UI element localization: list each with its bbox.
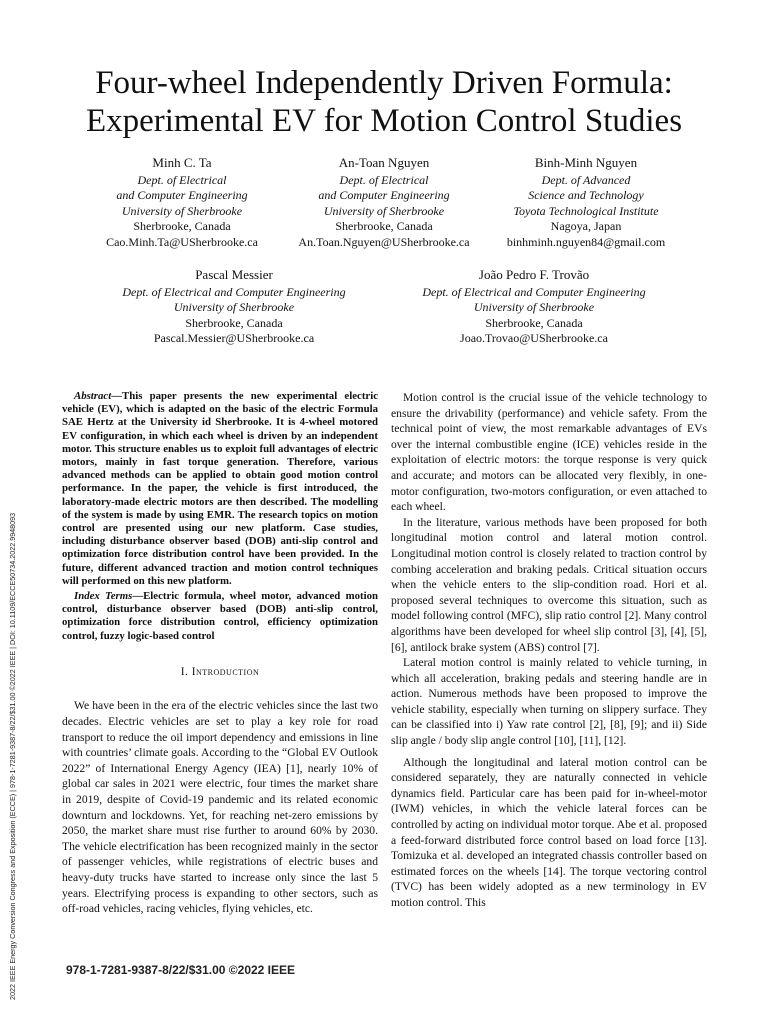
title-line-2: Experimental EV for Motion Control Studies (85, 103, 683, 139)
left-column (62, 390, 378, 917)
section-title: Introduction (191, 665, 260, 678)
author-email: binhminh.nguyen84@gmail.com (506, 234, 666, 249)
author-affiliation: University of Sherbrooke (323, 203, 445, 218)
author-block (384, 266, 684, 347)
author-name: Binh-Minh Nguyen (534, 155, 638, 170)
author-location: Sherbrooke, Canada (335, 219, 433, 234)
author-affiliation: Toyota Technological Institute (513, 203, 659, 218)
author-affiliation: Dept. of Electrical and Computer Engineering (122, 285, 346, 299)
index-terms (62, 590, 378, 643)
author-name: Minh C. Ta (152, 155, 212, 170)
author-email: Cao.Minh.Ta@USherbrooke.ca (106, 234, 258, 249)
title-line-1: Four-wheel Independently Driven Formula: (95, 65, 673, 101)
body-paragraph: Motion control is the crucial issue of the vehicle technology to ensure the drivability (performance) and vehicle safety. From the technical point of view, the most remarkable advantages of EVs over the internal combustible engine (ICE) vehicles reside in the exploitation of electric motors: the torque response is very quick and accurate; and motors can be allocated very flexibly, in one-motor configuration, two-motors configuration, or even attached to each wheel. (391, 391, 707, 514)
body-paragraph: Lateral motion control is mainly related to vehicle turning, in which all acceleration, braking pedals and steering handle are in action. Numerous methods have been proposed to improve the vehicle stability, especially when turning on slippery surface. They can be classified into i) Yaw rate control [2], [8], [9]; and ii) Side slip angle / body slip angle control [10], [11], [12]. (391, 656, 707, 748)
author-affiliation: and Computer Engineering (116, 188, 248, 203)
right-column (391, 390, 707, 911)
copyright-footer: 978-1-7281-9387-8/22/$31.00 ©2022 IEEE (66, 963, 296, 977)
index-terms-text: —Electric formula, wheel motor, advanced motion control, disturbance observer based (DOB) anti-slip control, optimization force distribution control, efficiency optimization control, fuzzy logic-based control (62, 590, 378, 642)
author-email: Pascal.Messier@USherbrooke.ca (153, 331, 315, 346)
body-paragraph: Although the longitudinal and lateral motion control can be considered separately, they are naturally connected in vehicle dynamics field. Particular care has been paid for in-wheel-motor (IWM) vehicles, in which the vehicle lateral forces can be controlled by acting on individual motor torque. Abe et al. proposed a feed-forward distributed force control based on load force [13]. Tomizuka et al. developed an integrated chassis controller based on estimated forces on the wheels [14]. The torque vectoring control (TVC) has been widely adopted as a new terminology in EV motion control. This (391, 755, 707, 909)
section-heading-introduction (62, 665, 378, 681)
author-email: An.Toan.Nguyen@USherbrooke.ca (298, 234, 470, 249)
author-affiliation: Dept. of Advanced (541, 173, 631, 187)
abstract (62, 390, 378, 588)
paper-title (0, 64, 768, 140)
author-block (485, 154, 687, 250)
author-affiliation: University of Sherbrooke (173, 300, 295, 315)
author-location: Sherbrooke, Canada (133, 219, 231, 234)
author-block (283, 154, 485, 250)
author-affiliation: and Computer Engineering (318, 188, 450, 203)
section-number: I. (180, 665, 192, 678)
authors-row-1 (0, 154, 768, 250)
abstract-text: —This paper presents the new experimental electric vehicle (EV), which is adapted on the basic of the electric Formula SAE Hertz at the University id Sherbrooke. It is 4-wheel motored EV configuration, in which each wheel is driven by an independent motor. This structure enables us to exploit full advantages of electric motors, mainly in fast torque generation. Therefore, various advanced methods can be applied to obtain good motion control performance. In the paper, the vehicle is first introduced, the laboratory-made electric motors are then described. The modelling of the system is made by using EMR. The research topics on motion control are presented using our new platform. Case studies, including disturbance observer based (DOB) anti-slip control and optimization force distribution control have been provided. In the future, different advanced traction and motion control techniques will performed on this new platform. (62, 390, 378, 587)
index-terms-label: Index Terms (74, 590, 133, 603)
author-location: Nagoya, Japan (550, 219, 622, 234)
body-paragraph: In the literature, various methods have been proposed for both longitudinal motion control and lateral motion control. Longitudinal motion control is closely related to traction control by combing acceleration and braking pedals. Critical situation occurs when the vehicle enters to the slip-condition road. Hori et al. proposed several techniques to overcome this situation, such as model following control (MFC), slip ratio control [2]. Many control algorithms have been developed for wheel slip control [3], [4], [5], [6], antilock brake system (ABS) control [7]. (391, 515, 707, 654)
author-affiliation: University of Sherbrooke (121, 203, 243, 218)
author-affiliation: Science and Technology (528, 188, 644, 203)
author-location: Sherbrooke, Canada (185, 315, 283, 330)
author-name: João Pedro F. Trovão (478, 267, 590, 282)
author-location: Sherbrooke, Canada (485, 315, 583, 330)
author-name: An-Toan Nguyen (338, 155, 430, 170)
author-name: Pascal Messier (195, 267, 273, 282)
author-email: Joao.Trovao@USherbrooke.ca (460, 331, 608, 346)
conference-sidenote: 2022 IEEE Energy Conversion Congress and Exposition (ECCE) | 978-1-7281-9387-8/22/$31.00 ©2022 IEEE | DOI: 10.1109/ECCE50734.2022.9948093 (8, 512, 17, 1000)
abstract-label: Abstract (74, 390, 112, 402)
author-block (84, 266, 384, 347)
author-affiliation: University of Sherbrooke (473, 300, 595, 315)
intro-paragraph: We have been in the era of the electric vehicles since the last two decades. Electric vehicles are set to play a key role for road transport to reduce the oil import dependency and emissions in line with countries’ climate goals. According to the “Global EV Outlook 2022” of International Energy Agency (IEA) [1], nearly 10% of global car sales in 2021 were electric, four times the market share in 2019, despite of Covid-19 pandemic and its related economic downturn and lockdowns. Yet, for reaching net-zero emissions by 2050, the market share must rise further to around 60% by 2030. The vehicle electrification has been recognized mainly in the sector of passenger vehicles, while registrations of electric buses and heavy-duty trucks have started to increase only since the last 5 years. Electrifying process is expanding to other sectors, such as off-road vehicles, racing vehicles, flying vehicles, etc. (62, 699, 378, 916)
author-block (81, 154, 283, 250)
authors-row-2 (0, 266, 768, 347)
author-affiliation: Dept. of Electrical (339, 173, 429, 187)
author-affiliation: Dept. of Electrical (137, 173, 227, 187)
author-affiliation: Dept. of Electrical and Computer Engineering (422, 285, 646, 299)
